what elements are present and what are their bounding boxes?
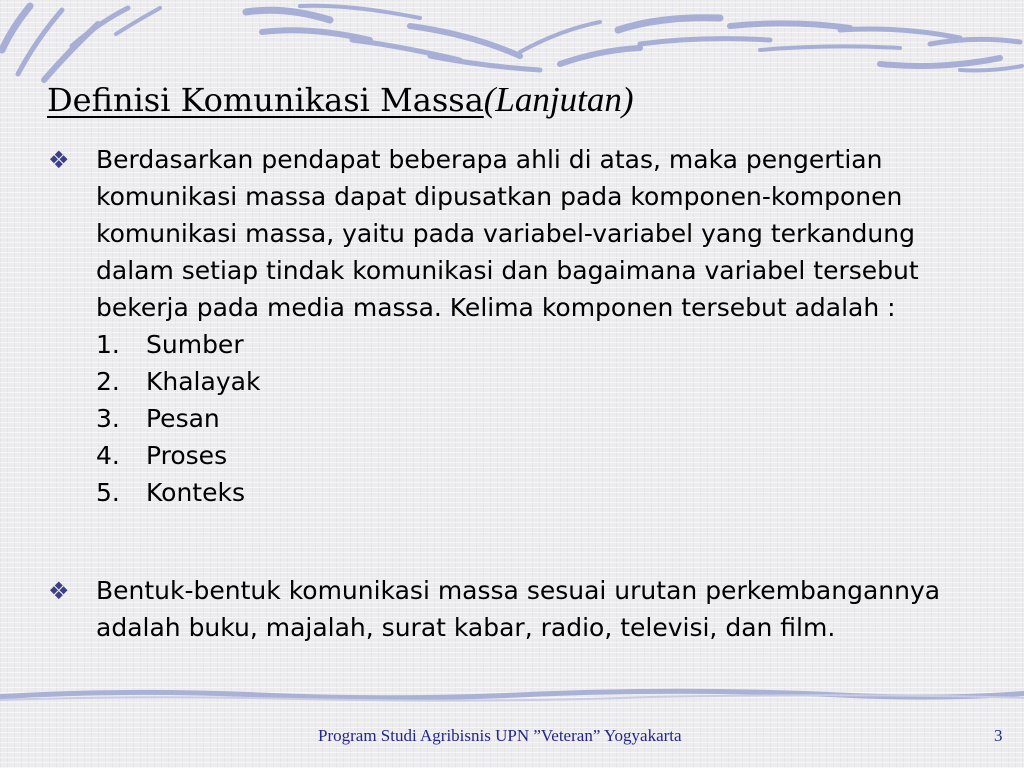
list-number: 4. — [96, 441, 120, 470]
footer-wave-divider — [0, 685, 1024, 707]
list-number: 1. — [96, 330, 120, 359]
list-label: Pesan — [146, 404, 220, 433]
page-number: 3 — [994, 726, 1003, 745]
list-item — [96, 363, 978, 400]
bullet-definition — [48, 141, 978, 511]
list-label: Khalayak — [146, 367, 261, 396]
title-main: Definisi Komunikasi Massa — [47, 81, 484, 119]
list-item — [96, 326, 978, 363]
bullet-text: Berdasarkan pendapat beberapa ahli di atas, maka pengertian komunikasi massa dapat dipusatkan pada komponen-komponen komunikasi massa, yaitu pada variabel-variabel yang terkandung dalam setiap tindak komunikasi dan bagaimana variabel tersebut bekerja pada media massa. Kelima komponen tersebut adalah : — [96, 145, 919, 322]
list-label: Proses — [146, 441, 228, 470]
component-list — [48, 326, 978, 511]
list-number: 3. — [96, 404, 120, 433]
footer-institution: Program Studi Agribisnis UPN ”Veteran” Yogyakarta — [318, 726, 682, 745]
diamond-quad-bullet-icon: ❖ — [48, 146, 70, 174]
list-label: Konteks — [146, 478, 245, 507]
list-item — [96, 474, 978, 511]
list-number: 5. — [96, 478, 120, 507]
slide-title — [47, 80, 634, 120]
title-subtitle: (Lanjutan) — [483, 80, 634, 119]
top-swoosh-decoration — [0, 0, 1024, 88]
list-number: 2. — [96, 367, 120, 396]
list-label: Sumber — [146, 330, 244, 359]
list-item — [96, 400, 978, 437]
bullet-forms — [48, 572, 978, 646]
diamond-quad-bullet-icon: ❖ — [48, 577, 70, 605]
bullet-text: Bentuk-bentuk komunikasi massa sesuai urutan perkembangannya adalah buku, majalah, surat kabar, radio, televisi, dan film. — [96, 576, 941, 642]
list-item — [96, 437, 978, 474]
